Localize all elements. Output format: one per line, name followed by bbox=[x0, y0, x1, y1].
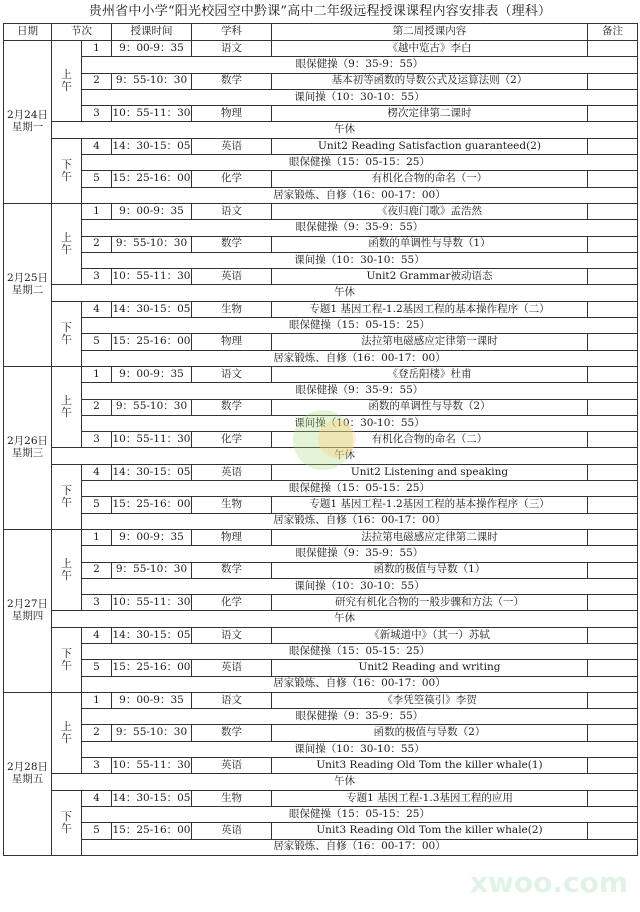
header-time: 授课时间 bbox=[112, 24, 192, 41]
lesson-subject: 数学 bbox=[192, 73, 272, 89]
day-date: 2月25日 bbox=[6, 272, 49, 285]
lesson-time: 9：00-9：35 bbox=[112, 203, 192, 219]
lesson-content: 《夜归鹿门歌》孟浩然 bbox=[272, 203, 588, 219]
lesson-row bbox=[4, 692, 638, 708]
afternoon-label: 下 午 bbox=[52, 464, 82, 529]
day-weekday: 星期一 bbox=[11, 120, 44, 133]
lesson-content: 基本初等函数的导数公式及运算法则（2） bbox=[272, 73, 588, 89]
break-row bbox=[4, 220, 638, 236]
lesson-remarks bbox=[588, 106, 638, 122]
lesson-subject: 生物 bbox=[192, 790, 272, 806]
lesson-remarks bbox=[588, 562, 638, 578]
lesson-row bbox=[4, 497, 638, 513]
break-activity: 眼保健操（9：35-9：55） bbox=[82, 383, 638, 399]
period-number: 2 bbox=[82, 399, 112, 415]
lesson-time: 15：25-16：00 bbox=[112, 823, 192, 839]
lesson-content: Unit2 Grammar被动语态 bbox=[272, 269, 588, 285]
lesson-time: 9：55-10：30 bbox=[112, 562, 192, 578]
break-activity: 课间操（10：30-10：55） bbox=[82, 741, 638, 757]
lesson-subject: 英语 bbox=[192, 464, 272, 480]
lesson-remarks bbox=[588, 464, 638, 480]
day-weekday: 星期四 bbox=[11, 609, 44, 622]
lesson-subject: 英语 bbox=[192, 269, 272, 285]
lesson-time: 14：30-15：05 bbox=[112, 627, 192, 643]
lesson-row bbox=[4, 432, 638, 448]
day-date: 2月24日 bbox=[6, 109, 49, 122]
noon-break: 午休 bbox=[52, 285, 638, 301]
break-activity: 居家锻炼、自修（16：00-17：00） bbox=[82, 839, 638, 855]
noon-break-row bbox=[4, 611, 638, 627]
break-activity: 眼保健操（15：05-15：25） bbox=[82, 318, 638, 334]
lesson-subject: 数学 bbox=[192, 725, 272, 741]
lesson-time: 15：25-16：00 bbox=[112, 334, 192, 350]
lesson-subject: 化学 bbox=[192, 432, 272, 448]
noon-break: 午休 bbox=[52, 774, 638, 790]
period-number: 3 bbox=[82, 269, 112, 285]
noon-break-row bbox=[4, 774, 638, 790]
lesson-row bbox=[4, 106, 638, 122]
lesson-subject: 生物 bbox=[192, 497, 272, 513]
morning-label: 上 午 bbox=[52, 529, 82, 610]
break-row bbox=[4, 383, 638, 399]
lesson-time: 10：55-11：30 bbox=[112, 595, 192, 611]
schedule-body bbox=[4, 41, 638, 856]
lesson-content: 法拉第电磁感应定律第二课时 bbox=[272, 529, 588, 545]
header-content: 第二周授课内容 bbox=[272, 24, 588, 41]
day-weekday: 星期二 bbox=[11, 283, 44, 296]
period-number: 1 bbox=[82, 41, 112, 57]
break-activity: 居家锻炼、自修（16：00-17：00） bbox=[82, 676, 638, 692]
lesson-content: 《登岳阳楼》杜甫 bbox=[272, 366, 588, 382]
lesson-row bbox=[4, 627, 638, 643]
lesson-content: Unit2 Listening and speaking bbox=[272, 464, 588, 480]
day-cell bbox=[4, 366, 52, 529]
day-weekday: 星期三 bbox=[11, 446, 44, 459]
lesson-time: 9：00-9：35 bbox=[112, 529, 192, 545]
noon-break: 午休 bbox=[52, 122, 638, 138]
noon-break: 午休 bbox=[52, 448, 638, 464]
lesson-remarks bbox=[588, 203, 638, 219]
lesson-time: 15：25-16：00 bbox=[112, 660, 192, 676]
break-activity: 课间操（10：30-10：55） bbox=[82, 252, 638, 268]
lesson-row bbox=[4, 823, 638, 839]
lesson-subject: 物理 bbox=[192, 529, 272, 545]
lesson-subject: 语文 bbox=[192, 366, 272, 382]
lesson-content: Unit2 Reading Satisfaction guaranteed(2) bbox=[272, 138, 588, 154]
schedule-table bbox=[3, 23, 638, 856]
lesson-remarks bbox=[588, 399, 638, 415]
break-activity: 眼保健操（9：35-9：55） bbox=[82, 57, 638, 73]
lesson-content: 有机化合物的命名（一） bbox=[272, 171, 588, 187]
break-row bbox=[4, 709, 638, 725]
lesson-subject: 生物 bbox=[192, 301, 272, 317]
break-row bbox=[4, 839, 638, 855]
break-row bbox=[4, 546, 638, 562]
period-number: 4 bbox=[82, 301, 112, 317]
break-activity: 课间操（10：30-10：55） bbox=[82, 415, 638, 431]
lesson-row bbox=[4, 399, 638, 415]
page-title: 贵州省中小学“阳光校园空中黔课”高中二年级远程授课课程内容安排表（理科） bbox=[88, 4, 552, 19]
break-row bbox=[4, 741, 638, 757]
lesson-content: 《越中览古》李白 bbox=[272, 41, 588, 57]
lesson-subject: 语文 bbox=[192, 41, 272, 57]
lesson-remarks bbox=[588, 334, 638, 350]
lesson-content: 函数的极值与导数（1） bbox=[272, 562, 588, 578]
period-number: 5 bbox=[82, 497, 112, 513]
break-activity: 居家锻炼、自修（16：00-17：00） bbox=[82, 513, 638, 529]
lesson-remarks bbox=[588, 627, 638, 643]
lesson-subject: 英语 bbox=[192, 758, 272, 774]
morning-label: 上 午 bbox=[52, 366, 82, 447]
day-date: 2月26日 bbox=[6, 435, 49, 448]
lesson-row bbox=[4, 758, 638, 774]
noon-break-row bbox=[4, 448, 638, 464]
lesson-content: 《新城道中》（其一）苏轼 bbox=[272, 627, 588, 643]
period-number: 1 bbox=[82, 203, 112, 219]
lesson-subject: 数学 bbox=[192, 562, 272, 578]
break-row bbox=[4, 806, 638, 822]
period-number: 1 bbox=[82, 529, 112, 545]
break-row bbox=[4, 89, 638, 105]
lesson-subject: 化学 bbox=[192, 595, 272, 611]
lesson-remarks bbox=[588, 692, 638, 708]
break-activity: 眼保健操（9：35-9：55） bbox=[82, 709, 638, 725]
break-activity: 居家锻炼、自修（16：00-17：00） bbox=[82, 350, 638, 366]
period-number: 2 bbox=[82, 236, 112, 252]
lesson-remarks bbox=[588, 171, 638, 187]
lesson-time: 9：55-10：30 bbox=[112, 725, 192, 741]
watermark-text: xwoo.com bbox=[470, 866, 629, 899]
break-activity: 眼保健操（15：05-15：25） bbox=[82, 643, 638, 659]
period-number: 1 bbox=[82, 366, 112, 382]
day-cell bbox=[4, 529, 52, 692]
header-date: 日期 bbox=[4, 24, 52, 41]
lesson-time: 9：00-9：35 bbox=[112, 366, 192, 382]
period-number: 5 bbox=[82, 171, 112, 187]
afternoon-label: 下 午 bbox=[52, 627, 82, 692]
lesson-row bbox=[4, 725, 638, 741]
lesson-remarks bbox=[588, 73, 638, 89]
lesson-content: 专题1 基因工程-1.3基因工程的应用 bbox=[272, 790, 588, 806]
break-activity: 眼保健操（9：35-9：55） bbox=[82, 220, 638, 236]
lesson-remarks bbox=[588, 823, 638, 839]
noon-break-row bbox=[4, 122, 638, 138]
lesson-time: 10：55-11：30 bbox=[112, 269, 192, 285]
lesson-remarks bbox=[588, 790, 638, 806]
morning-label: 上 午 bbox=[52, 692, 82, 773]
period-number: 3 bbox=[82, 432, 112, 448]
break-row bbox=[4, 252, 638, 268]
period-number: 3 bbox=[82, 758, 112, 774]
day-date: 2月28日 bbox=[6, 761, 49, 774]
lesson-time: 14：30-15：05 bbox=[112, 464, 192, 480]
lesson-row bbox=[4, 562, 638, 578]
lesson-remarks bbox=[588, 236, 638, 252]
lesson-row bbox=[4, 73, 638, 89]
break-activity: 眼保健操（15：05-15：25） bbox=[82, 806, 638, 822]
lesson-remarks bbox=[588, 432, 638, 448]
lesson-row bbox=[4, 464, 638, 480]
lesson-time: 9：00-9：35 bbox=[112, 692, 192, 708]
lesson-content: 楞次定律第二课时 bbox=[272, 106, 588, 122]
lesson-content: Unit3 Reading Old Tom the killer whale(2) bbox=[272, 823, 588, 839]
day-cell bbox=[4, 692, 52, 855]
lesson-subject: 物理 bbox=[192, 334, 272, 350]
lesson-row bbox=[4, 366, 638, 382]
morning-label: 上 午 bbox=[52, 41, 82, 122]
afternoon-label: 下 午 bbox=[52, 790, 82, 855]
lesson-subject: 语文 bbox=[192, 627, 272, 643]
break-activity: 课间操（10：30-10：55） bbox=[82, 89, 638, 105]
break-row bbox=[4, 676, 638, 692]
lesson-row bbox=[4, 595, 638, 611]
lesson-time: 10：55-11：30 bbox=[112, 106, 192, 122]
day-date: 2月27日 bbox=[6, 598, 49, 611]
lesson-content: 专题1 基因工程-1.2基因工程的基本操作程序（三） bbox=[272, 497, 588, 513]
lesson-remarks bbox=[588, 366, 638, 382]
period-number: 2 bbox=[82, 73, 112, 89]
lesson-row bbox=[4, 660, 638, 676]
break-activity: 眼保健操（9：35-9：55） bbox=[82, 546, 638, 562]
lesson-content: 函数的单调性与导数（2） bbox=[272, 399, 588, 415]
lesson-time: 15：25-16：00 bbox=[112, 171, 192, 187]
lesson-remarks bbox=[588, 529, 638, 545]
lesson-subject: 数学 bbox=[192, 399, 272, 415]
lesson-subject: 化学 bbox=[192, 171, 272, 187]
lesson-time: 9：55-10：30 bbox=[112, 73, 192, 89]
lesson-row bbox=[4, 790, 638, 806]
day-cell bbox=[4, 41, 52, 204]
period-number: 4 bbox=[82, 790, 112, 806]
period-number: 5 bbox=[82, 660, 112, 676]
lesson-remarks bbox=[588, 301, 638, 317]
period-number: 5 bbox=[82, 334, 112, 350]
period-number: 2 bbox=[82, 725, 112, 741]
lesson-remarks bbox=[588, 497, 638, 513]
break-activity: 眼保健操（15：05-15：25） bbox=[82, 155, 638, 171]
lesson-content: Unit3 Reading Old Tom the killer whale(1) bbox=[272, 758, 588, 774]
period-number: 3 bbox=[82, 106, 112, 122]
lesson-time: 14：30-15：05 bbox=[112, 790, 192, 806]
break-activity: 课间操（10：30-10：55） bbox=[82, 578, 638, 594]
period-number: 3 bbox=[82, 595, 112, 611]
lesson-remarks bbox=[588, 660, 638, 676]
period-number: 4 bbox=[82, 464, 112, 480]
break-row bbox=[4, 481, 638, 497]
lesson-subject: 英语 bbox=[192, 660, 272, 676]
lesson-time: 9：55-10：30 bbox=[112, 399, 192, 415]
period-number: 2 bbox=[82, 562, 112, 578]
lesson-remarks bbox=[588, 595, 638, 611]
lesson-subject: 数学 bbox=[192, 236, 272, 252]
lesson-time: 10：55-11：30 bbox=[112, 432, 192, 448]
break-row bbox=[4, 318, 638, 334]
lesson-row bbox=[4, 236, 638, 252]
break-row bbox=[4, 513, 638, 529]
lesson-content: 函数的单调性与导数（1） bbox=[272, 236, 588, 252]
lesson-content: 有机化合物的命名（二） bbox=[272, 432, 588, 448]
lesson-time: 15：25-16：00 bbox=[112, 497, 192, 513]
break-activity: 居家锻炼、自修（16：00-17：00） bbox=[82, 187, 638, 203]
lesson-time: 14：30-15：05 bbox=[112, 138, 192, 154]
lesson-remarks bbox=[588, 269, 638, 285]
header-period: 节次 bbox=[52, 24, 112, 41]
lesson-time: 10：55-11：30 bbox=[112, 758, 192, 774]
lesson-remarks bbox=[588, 725, 638, 741]
lesson-content: Unit2 Reading and writing bbox=[272, 660, 588, 676]
header-subject: 学科 bbox=[192, 24, 272, 41]
lesson-row bbox=[4, 529, 638, 545]
lesson-remarks bbox=[588, 758, 638, 774]
lesson-row bbox=[4, 203, 638, 219]
header-remarks: 备注 bbox=[588, 24, 638, 41]
noon-break: 午休 bbox=[52, 611, 638, 627]
lesson-time: 9：55-10：30 bbox=[112, 236, 192, 252]
lesson-content: 法拉第电磁感应定律第一课时 bbox=[272, 334, 588, 350]
break-row bbox=[4, 187, 638, 203]
lesson-subject: 英语 bbox=[192, 823, 272, 839]
lesson-row bbox=[4, 269, 638, 285]
period-number: 4 bbox=[82, 627, 112, 643]
afternoon-label: 下 午 bbox=[52, 301, 82, 366]
period-number: 5 bbox=[82, 823, 112, 839]
lesson-row bbox=[4, 301, 638, 317]
lesson-row bbox=[4, 41, 638, 57]
lesson-row bbox=[4, 334, 638, 350]
lesson-row bbox=[4, 171, 638, 187]
break-row bbox=[4, 57, 638, 73]
lesson-content: 专题1 基因工程-1.2基因工程的基本操作程序（二） bbox=[272, 301, 588, 317]
header-row bbox=[4, 24, 638, 41]
afternoon-label: 下 午 bbox=[52, 138, 82, 203]
break-row bbox=[4, 578, 638, 594]
break-row bbox=[4, 643, 638, 659]
day-weekday: 星期五 bbox=[11, 772, 44, 785]
lesson-subject: 英语 bbox=[192, 138, 272, 154]
lesson-subject: 物理 bbox=[192, 106, 272, 122]
period-number: 1 bbox=[82, 692, 112, 708]
morning-label: 上 午 bbox=[52, 203, 82, 284]
break-row bbox=[4, 415, 638, 431]
noon-break-row bbox=[4, 285, 638, 301]
period-number: 4 bbox=[82, 138, 112, 154]
lesson-time: 14：30-15：05 bbox=[112, 301, 192, 317]
lesson-remarks bbox=[588, 41, 638, 57]
lesson-subject: 语文 bbox=[192, 203, 272, 219]
break-row bbox=[4, 155, 638, 171]
lesson-time: 9：00-9：35 bbox=[112, 41, 192, 57]
break-activity: 眼保健操（15：05-15：25） bbox=[82, 481, 638, 497]
lesson-content: 研究有机化合物的一般步骤和方法（一） bbox=[272, 595, 588, 611]
lesson-subject: 语文 bbox=[192, 692, 272, 708]
break-row bbox=[4, 350, 638, 366]
day-cell bbox=[4, 203, 52, 366]
lesson-content: 《李凭箜篌引》李贺 bbox=[272, 692, 588, 708]
lesson-content: 函数的极值与导数（2） bbox=[272, 725, 588, 741]
lesson-remarks bbox=[588, 138, 638, 154]
lesson-row bbox=[4, 138, 638, 154]
